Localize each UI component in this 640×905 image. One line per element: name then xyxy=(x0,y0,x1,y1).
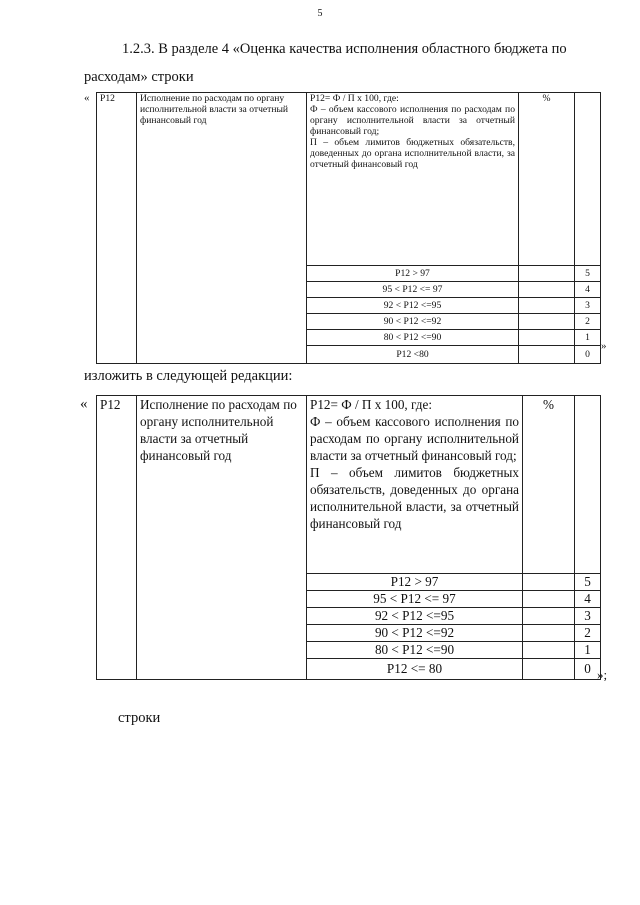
new-cond: 92 < P12 <=95 xyxy=(307,608,523,625)
old-cond: P12 > 97 xyxy=(307,266,519,282)
old-cond: P12 <80 xyxy=(307,346,519,364)
old-cond: 90 < P12 <=92 xyxy=(307,314,519,330)
old-name-cell: Исполнение по расходам по органу исполнительной власти за отчетный финансовый год xyxy=(137,93,307,364)
old-score: 2 xyxy=(575,314,601,330)
new-score: 2 xyxy=(575,625,601,642)
quote-close-2: »; xyxy=(597,667,608,682)
old-score: 0 xyxy=(575,346,601,364)
old-score: 5 xyxy=(575,266,601,282)
new-empty-cell xyxy=(575,396,601,574)
new-score: 4 xyxy=(575,591,601,608)
new-formula-p: П – объем лимитов бюджетных обязательств, доведенных до органа исполнительной власти, за отчетный финансовый год xyxy=(310,465,519,531)
new-formula-line: P12= Ф / П х 100, где: xyxy=(310,397,432,412)
new-cond: 80 < P12 <=90 xyxy=(307,642,523,659)
quote-open-2: « xyxy=(80,396,88,412)
quote-close-1: » xyxy=(601,340,607,352)
new-cond: 90 < P12 <=92 xyxy=(307,625,523,642)
intro-line-1: 1.2.3. В разделе 4 «Оценка качества исполнения областного бюджета по xyxy=(122,41,567,57)
old-unit-cell: % xyxy=(519,93,575,266)
old-formula-line: P12= Ф / П х 100, где: xyxy=(310,93,399,104)
old-cond: 95 < P12 <= 97 xyxy=(307,282,519,298)
old-empty-cell xyxy=(575,93,601,266)
new-score: 3 xyxy=(575,608,601,625)
page-number: 5 xyxy=(317,8,323,19)
intro-line-2: расходам» строки xyxy=(84,69,194,85)
new-score: 5 xyxy=(575,574,601,591)
old-score: 3 xyxy=(575,298,601,314)
old-cond: 92 < P12 <=95 xyxy=(307,298,519,314)
new-cond: P12 <= 80 xyxy=(307,659,523,680)
quote-open-1: « xyxy=(84,92,90,104)
old-table xyxy=(96,92,601,364)
new-cond: P12 > 97 xyxy=(307,574,523,591)
old-score: 1 xyxy=(575,330,601,346)
new-formula-cell xyxy=(307,396,523,574)
new-name-cell: Исполнение по расходам по органу исполнительной власти за отчетный финансовый год xyxy=(137,396,307,680)
new-table xyxy=(96,395,601,680)
old-formula-p: П – объем лимитов бюджетных обязательств, доведенных до органа исполнительной власти, за отчетный финансовый год xyxy=(310,137,515,170)
old-cond: 80 < P12 <=90 xyxy=(307,330,519,346)
new-cond: 95 < P12 <= 97 xyxy=(307,591,523,608)
footer-text: строки xyxy=(118,710,161,726)
new-score: 0 xyxy=(575,659,601,680)
old-score: 4 xyxy=(575,282,601,298)
old-formula-f: Ф – объем кассового исполнения по расходам по органу исполнительной власти за отчетный финансовый год; xyxy=(310,104,515,137)
new-formula-f: Ф – объем кассового исполнения по расходам по органу исполнительной власти за отчетный финансовый год; xyxy=(310,414,519,463)
new-unit-cell: % xyxy=(523,396,575,574)
new-score: 1 xyxy=(575,642,601,659)
replace-text: изложить в следующей редакции: xyxy=(84,368,293,384)
old-code-cell: P12 xyxy=(97,93,137,364)
new-code-cell: P12 xyxy=(97,396,137,680)
intro-paragraph xyxy=(84,40,614,86)
old-formula-cell xyxy=(307,93,519,266)
